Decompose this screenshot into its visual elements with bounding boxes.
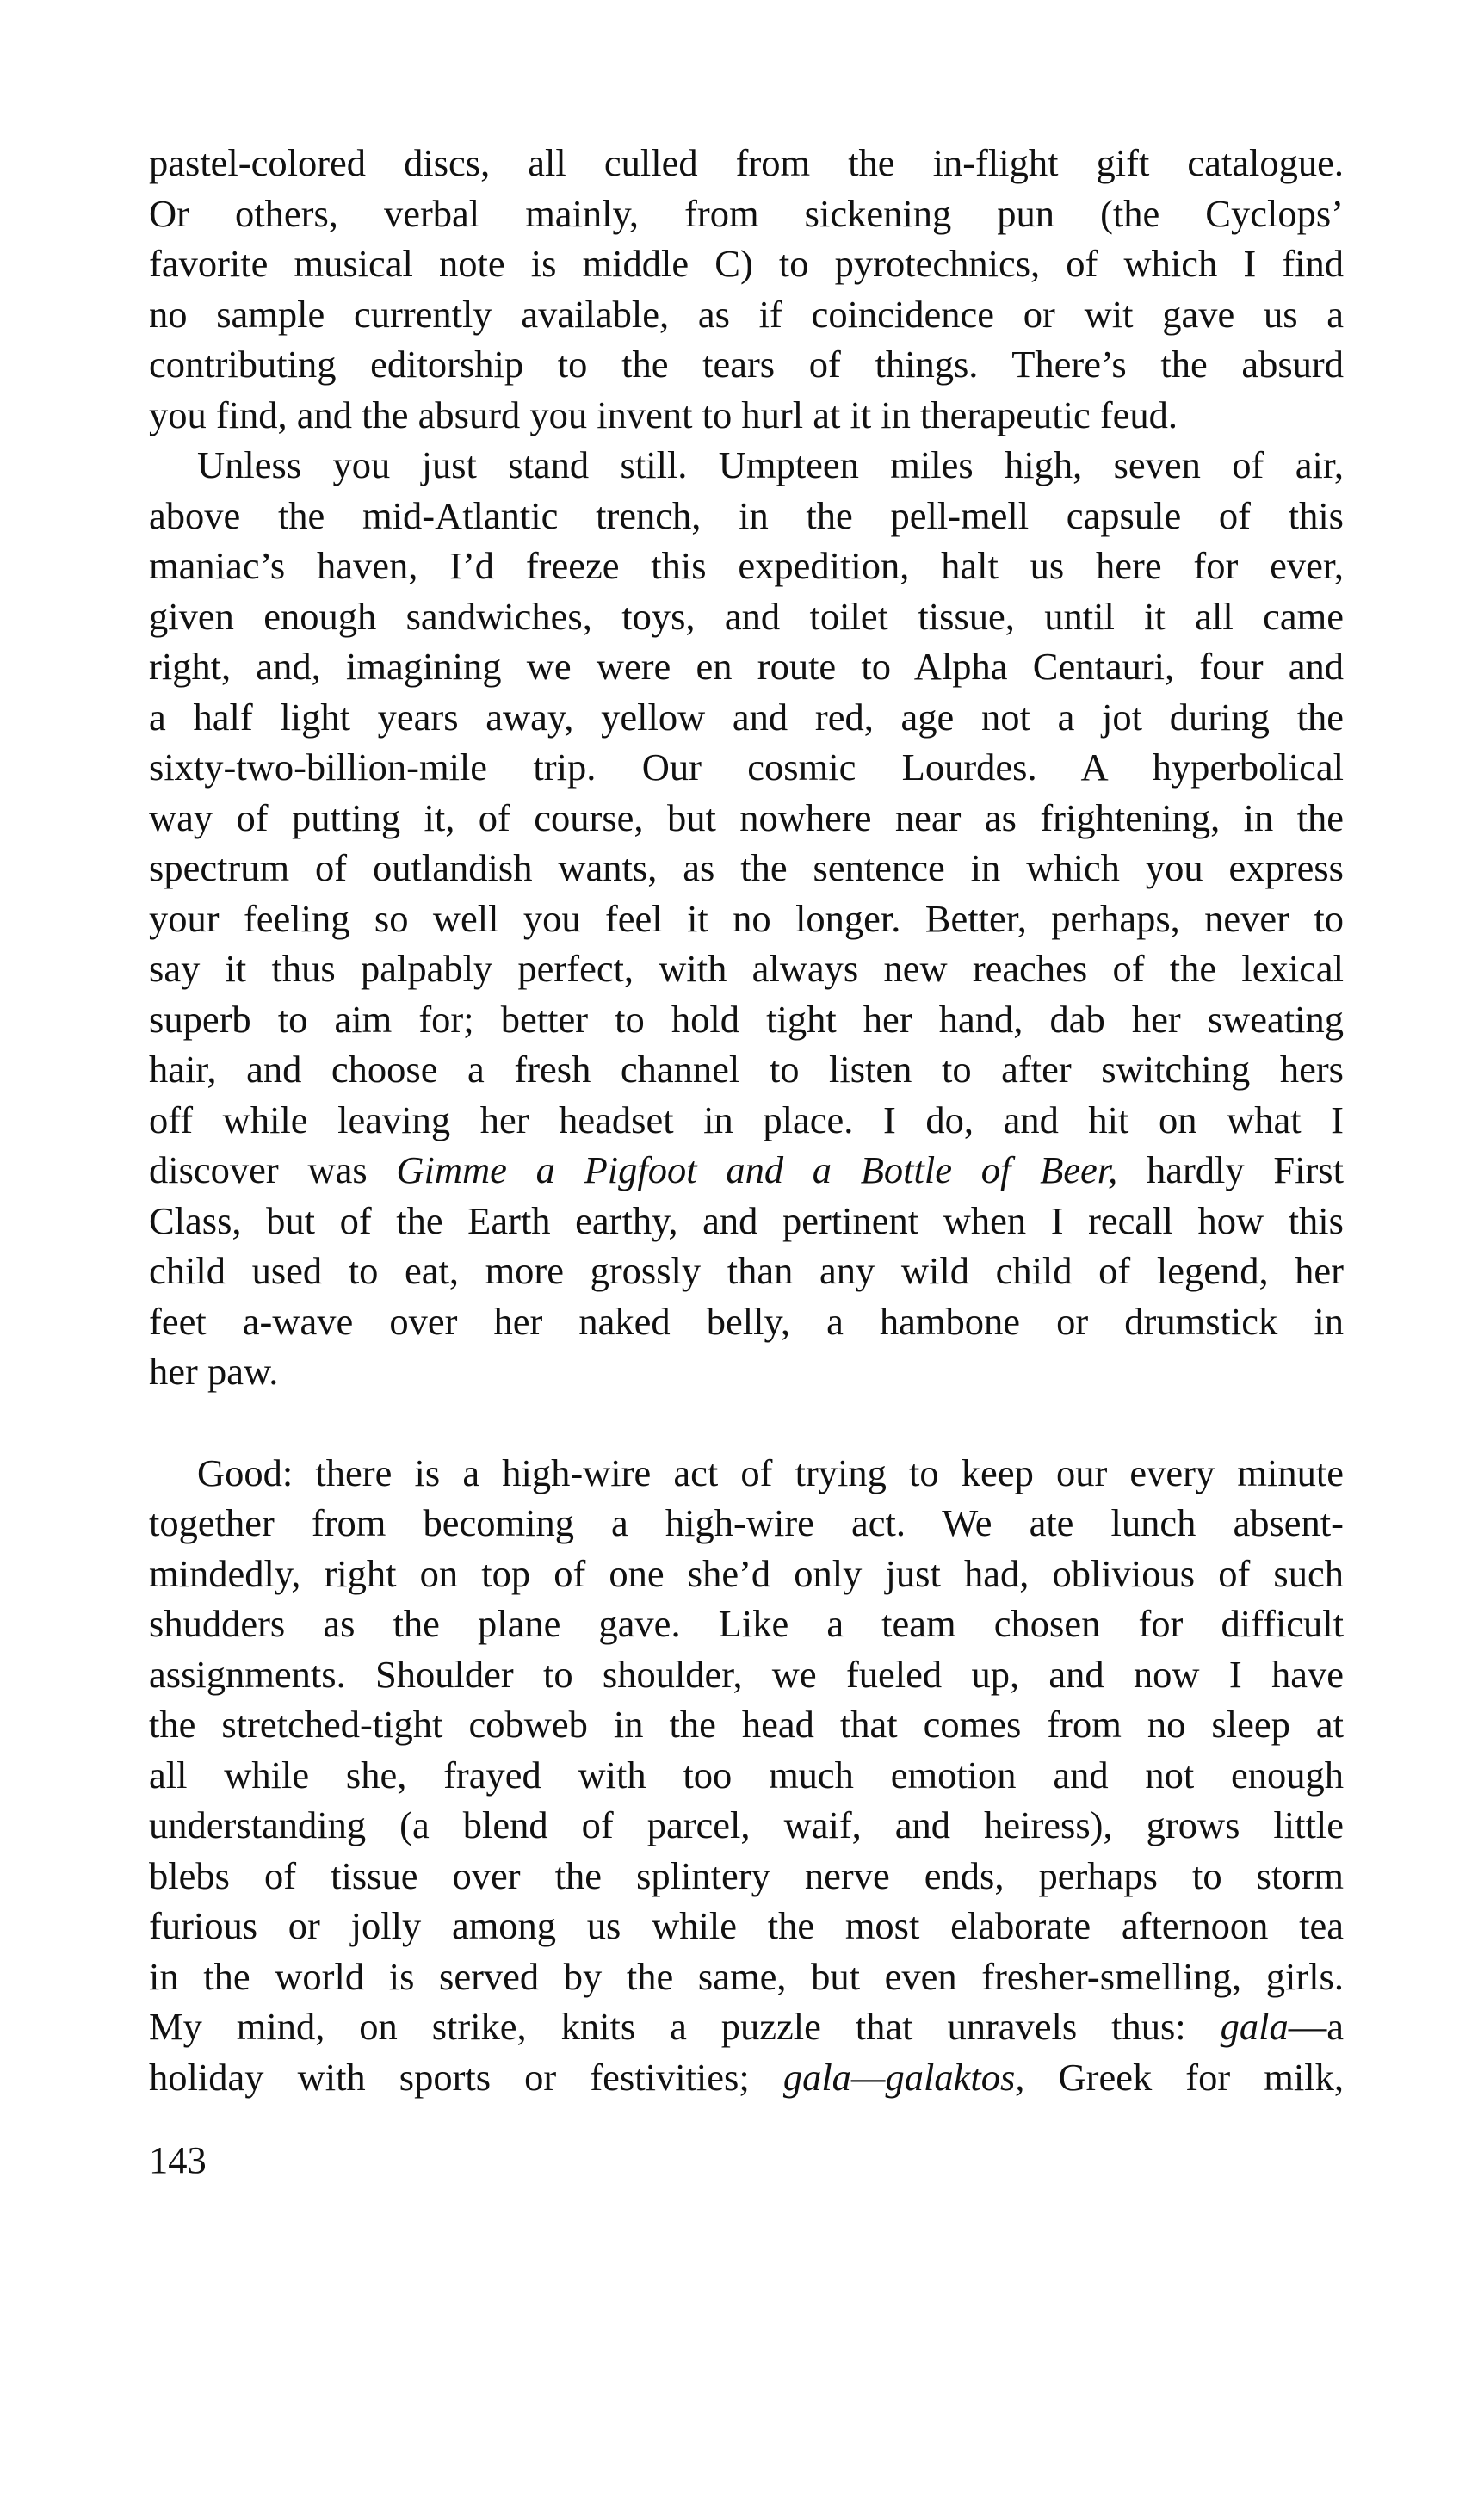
text-line — [149, 1145, 1344, 1196]
text-run: assignments. Shoulder to shoulder, we fueled up, and now I have — [149, 1652, 1344, 1696]
text-line — [149, 1296, 1344, 1347]
text-line — [149, 1599, 1344, 1649]
text-run: holiday with sports or festivities; — [149, 2055, 783, 2099]
text-line — [149, 742, 1344, 793]
text-run: pastel-colored discs, all culled from the in-flight gift catalogue. — [149, 141, 1344, 184]
text-run: say it thus palpably perfect, with always new reaches of the lexical — [149, 947, 1344, 990]
text-run: maniac’s haven, I’d freeze this expedition, halt us here for ever, — [149, 544, 1344, 587]
text-run: a half light years away, yellow and red, age not a jot during the — [149, 695, 1344, 739]
paragraph — [149, 1448, 1344, 2103]
text-run: Or others, verbal mainly, from sickening pun (the Cyclops’ — [149, 191, 1344, 235]
text-run: favorite musical note is middle C) to pyrotechnics, of which I find — [149, 242, 1344, 285]
page-body — [149, 138, 1344, 2102]
text-line — [149, 1095, 1344, 1146]
text-run: shudders as the plane gave. Like a team chosen for difficult — [149, 1602, 1344, 1645]
text-line — [149, 1044, 1344, 1095]
text-run: mindedly, right on top of one she’d only just had, oblivious of such — [149, 1551, 1344, 1595]
section-break — [149, 1397, 1344, 1448]
text-line — [149, 843, 1344, 894]
text-run: right, and, imagining we were en route to Alpha Centauri, four and — [149, 645, 1344, 688]
text-run: hair, and choose a fresh channel to listen to after switching hers — [149, 1048, 1344, 1091]
text-run: her paw. — [149, 1350, 279, 1393]
text-run: My mind, on strike, knits a puzzle that unravels thus: — [149, 2005, 1221, 2048]
text-run: feet a-wave over her naked belly, a hambone or drumstick in — [149, 1299, 1344, 1343]
text-run: way of putting it, of course, but nowhere near as frightening, in the — [149, 795, 1344, 839]
text-line — [149, 1901, 1344, 1951]
text-line — [149, 2001, 1344, 2052]
text-run: sixty-two-billion-mile trip. Our cosmic Lourdes. A hyperbolical — [149, 745, 1344, 789]
text-line — [149, 1549, 1344, 1599]
text-line — [149, 289, 1344, 340]
text-line — [149, 440, 1344, 491]
text-run: no sample currently available, as if coincidence or wit gave us a — [149, 292, 1344, 336]
text-run: child used to eat, more grossly than any wild child of legend, her — [149, 1249, 1344, 1292]
text-run: discover was — [149, 1148, 397, 1191]
text-line — [149, 339, 1344, 390]
text-line — [149, 591, 1344, 642]
text-line — [149, 541, 1344, 591]
text-line — [149, 894, 1344, 944]
text-line — [149, 491, 1344, 541]
text-run: blebs of tissue over the splintery nerve ends, perhaps to storm — [149, 1853, 1344, 1897]
text-line — [149, 138, 1344, 189]
text-run: above the mid-Atlantic trench, in the pell-mell capsule of this — [149, 493, 1344, 537]
text-line — [149, 1196, 1344, 1246]
italic-text: Gimme a Pigfoot and a Bottle of Beer, — [396, 1148, 1118, 1191]
text-line — [149, 1951, 1344, 2002]
text-run: given enough sandwiches, toys, and toilet tissue, until it all came — [149, 594, 1344, 638]
text-run: Greek for milk, — [1024, 2055, 1344, 2099]
text-run: the stretched-tight cobweb in the head that comes from no sleep at — [149, 1703, 1344, 1746]
text-line — [149, 2052, 1344, 2103]
paragraph — [149, 440, 1344, 1397]
text-line — [149, 994, 1344, 1045]
text-line — [149, 943, 1344, 994]
text-line — [149, 1649, 1344, 1700]
text-run: your feeling so well you feel it no longer. Better, perhaps, never to — [149, 896, 1344, 940]
text-line — [149, 641, 1344, 692]
text-run: hardly First — [1117, 1148, 1344, 1191]
text-run: contributing editorship to the tears of things. There’s the absurd — [149, 343, 1344, 386]
paragraph — [149, 138, 1344, 440]
text-line — [149, 1346, 1344, 1397]
text-line — [149, 692, 1344, 743]
text-line — [149, 1498, 1344, 1549]
text-run: —a — [1288, 2005, 1344, 2048]
text-run: Unless you just stand still. Umpteen miles high, seven of air, — [197, 443, 1344, 486]
text-run: in the world is served by the same, but even fresher-smelling, girls. — [149, 1954, 1344, 1998]
italic-text: gala—galaktos, — [782, 2055, 1025, 2099]
text-line — [149, 793, 1344, 844]
text-run: spectrum of outlandish wants, as the sentence in which you express — [149, 846, 1344, 889]
text-line — [149, 1851, 1344, 1902]
text-line — [149, 1800, 1344, 1851]
page-number: 143 — [149, 2138, 207, 2181]
text-line — [149, 1448, 1344, 1499]
text-run: Good: there is a high-wire act of trying to keep our every minute — [197, 1450, 1344, 1494]
text-line — [149, 238, 1344, 289]
text-run: Class, but of the Earth earthy, and pertinent when I recall how this — [149, 1198, 1344, 1242]
italic-text: gala — [1220, 2005, 1289, 2048]
text-run: furious or jolly among us while the most elaborate afternoon tea — [149, 1904, 1344, 1947]
text-line — [149, 189, 1344, 239]
text-run: understanding (a blend of parcel, waif, and heiress), grows little — [149, 1803, 1344, 1846]
text-run: together from becoming a high-wire act. We ate lunch absent- — [149, 1501, 1344, 1544]
text-line — [149, 1750, 1344, 1801]
text-line — [149, 1699, 1344, 1750]
text-line — [149, 390, 1344, 441]
text-run: superb to aim for; better to hold tight her hand, dab her sweating — [149, 997, 1344, 1041]
text-run: all while she, frayed with too much emotion and not enough — [149, 1753, 1344, 1797]
text-line — [149, 1246, 1344, 1296]
text-run: off while leaving her headset in place. I do, and hit on what I — [149, 1098, 1344, 1141]
text-run: you find, and the absurd you invent to hurl at it in therapeutic feud. — [149, 393, 1178, 436]
